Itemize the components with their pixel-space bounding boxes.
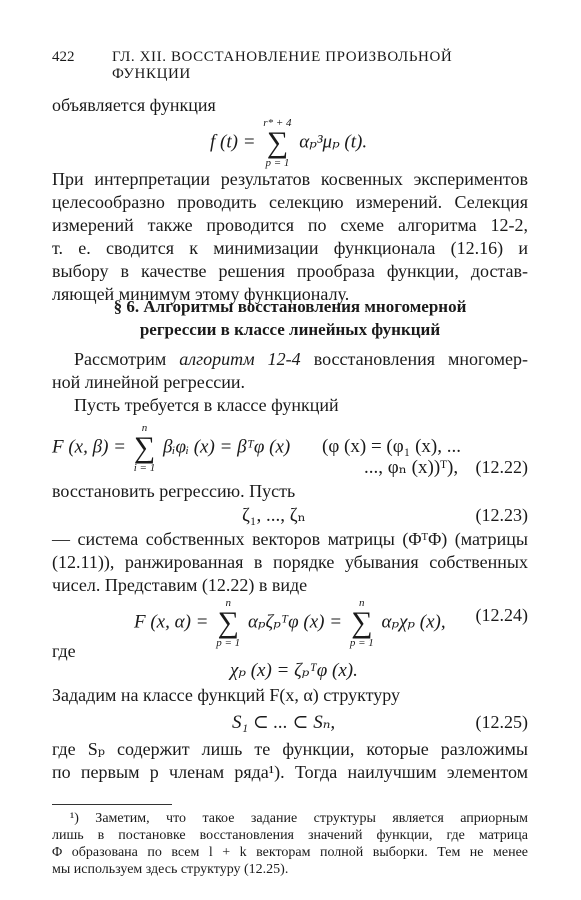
algorithm-ref: алгоритм 12-4 xyxy=(179,349,301,369)
text-line: целесообразно проводить селекцию измерений. Селекция xyxy=(52,192,528,212)
text-line: (12.11)), ранжированная в порядке убывания собственных xyxy=(52,552,528,572)
equation-f xyxy=(210,117,367,169)
equation-12-22-definition-cont: ..., φₙ (x))ᵀ), xyxy=(364,457,459,478)
equation-rhs: βᵢφᵢ (x) = βᵀφ (x) xyxy=(162,436,291,458)
sum-upper-limit: n xyxy=(225,597,231,609)
section-title: § 6. Алгоритмы восстановления многомерной xyxy=(113,297,467,316)
equation-chi: χₚ (x) = ζₚᵀφ (x). xyxy=(230,660,358,681)
text-line: — система собственных векторов матрицы (ΦᵀΦ) (матрицы xyxy=(52,529,528,549)
text-span: Рассмотрим xyxy=(74,349,180,369)
equation-lhs: F (x, α) = xyxy=(134,611,209,633)
text-line: где xyxy=(52,641,76,661)
text-line: При интерпретации результатов косвенных экспериментов xyxy=(52,169,528,189)
equation-number: (12.24) xyxy=(475,605,528,625)
equation-f-lhs: f (t) = xyxy=(210,131,256,153)
equation-number: (12.22) xyxy=(475,457,528,477)
text-line: по первым p членам ряда¹). Тогда наилучшим элементом xyxy=(52,762,528,782)
text-line: объявляется функция xyxy=(52,95,216,115)
text-line: выбору в качестве решения прообраза функции, достав- xyxy=(52,261,528,281)
section-title: регрессии в классе линейных функций xyxy=(139,320,441,339)
equation-mid: αₚζₚᵀφ (x) = xyxy=(247,611,343,633)
sum-upper-limit: r* + 4 xyxy=(263,117,292,129)
sum-lower-limit: p = 1 xyxy=(216,637,241,649)
equation-12-25: S₁ ⊂ ... ⊂ Sₙ, xyxy=(232,712,336,733)
equation-12-22 xyxy=(52,422,290,474)
equation-12-23: ζ₁, ..., ζₙ xyxy=(242,505,306,526)
sum-upper-limit: n xyxy=(359,597,365,609)
text-line: ляющей минимум этому функционалу. xyxy=(52,284,350,304)
page-number: 422 xyxy=(52,49,75,65)
sum-symbol: n ∑ p = 1 xyxy=(216,597,241,649)
sum-lower-limit: p = 1 xyxy=(265,157,290,169)
equation-number: (12.25) xyxy=(475,712,528,732)
running-header xyxy=(52,49,532,82)
text-line: Пусть требуется в классе функций xyxy=(74,395,339,415)
sum-lower-limit: i = 1 xyxy=(133,462,156,474)
text-line: ной линейной регрессии. xyxy=(52,372,245,392)
sum-symbol: n ∑ p = 1 xyxy=(349,597,374,649)
sum-symbol: r* + 4 ∑ p = 1 xyxy=(263,117,292,169)
running-title: ГЛ. XII. ВОССТАНОВЛЕНИЕ ПРОИЗВОЛЬНОЙ ФУНКЦИИ xyxy=(112,49,453,82)
sum-upper-limit: n xyxy=(141,422,148,434)
text-line: Зададим на классе функций F(x, α) структуру xyxy=(52,685,401,705)
equation-rhs: αₚχₚ (x), xyxy=(381,611,446,633)
text-span: восстановления многомер- xyxy=(300,349,529,369)
sum-lower-limit: p = 1 xyxy=(349,637,374,649)
equation-12-22-definition: (φ (x) = (φ₁ (x), ... xyxy=(322,436,461,457)
text-line xyxy=(74,348,528,371)
footnote-line: лишь в постановке восстановления значений функции, где матрица xyxy=(52,828,528,843)
footnote-line: мы используем здесь структуру (12.25). xyxy=(52,862,289,877)
equation-lhs: F (x, β) = xyxy=(52,436,126,458)
text-line: измерений также проводится по схеме алгоритма 12-2, xyxy=(52,215,528,235)
text-line: восстановить регрессию. Пусть xyxy=(52,481,296,501)
footnote-rule xyxy=(52,804,172,805)
footnote-line: Φ образована по всем l + k векторам полной выборки. Тем не менее xyxy=(52,845,528,860)
text-line: где Sₚ содержит лишь те функции, которые разложимы xyxy=(52,739,528,759)
sum-symbol: n ∑ i = 1 xyxy=(133,422,156,474)
equation-number: (12.23) xyxy=(475,505,528,525)
equation-f-rhs: αₚ³μₚ (t). xyxy=(299,131,368,153)
footnote-line: ¹) Заметим, что такое задание структуры является априорным xyxy=(70,811,528,826)
text-line: т. е. сводится к минимизации функционала (12.16) и xyxy=(52,238,528,258)
text-line: чисел. Представим (12.22) в виде xyxy=(52,575,308,595)
